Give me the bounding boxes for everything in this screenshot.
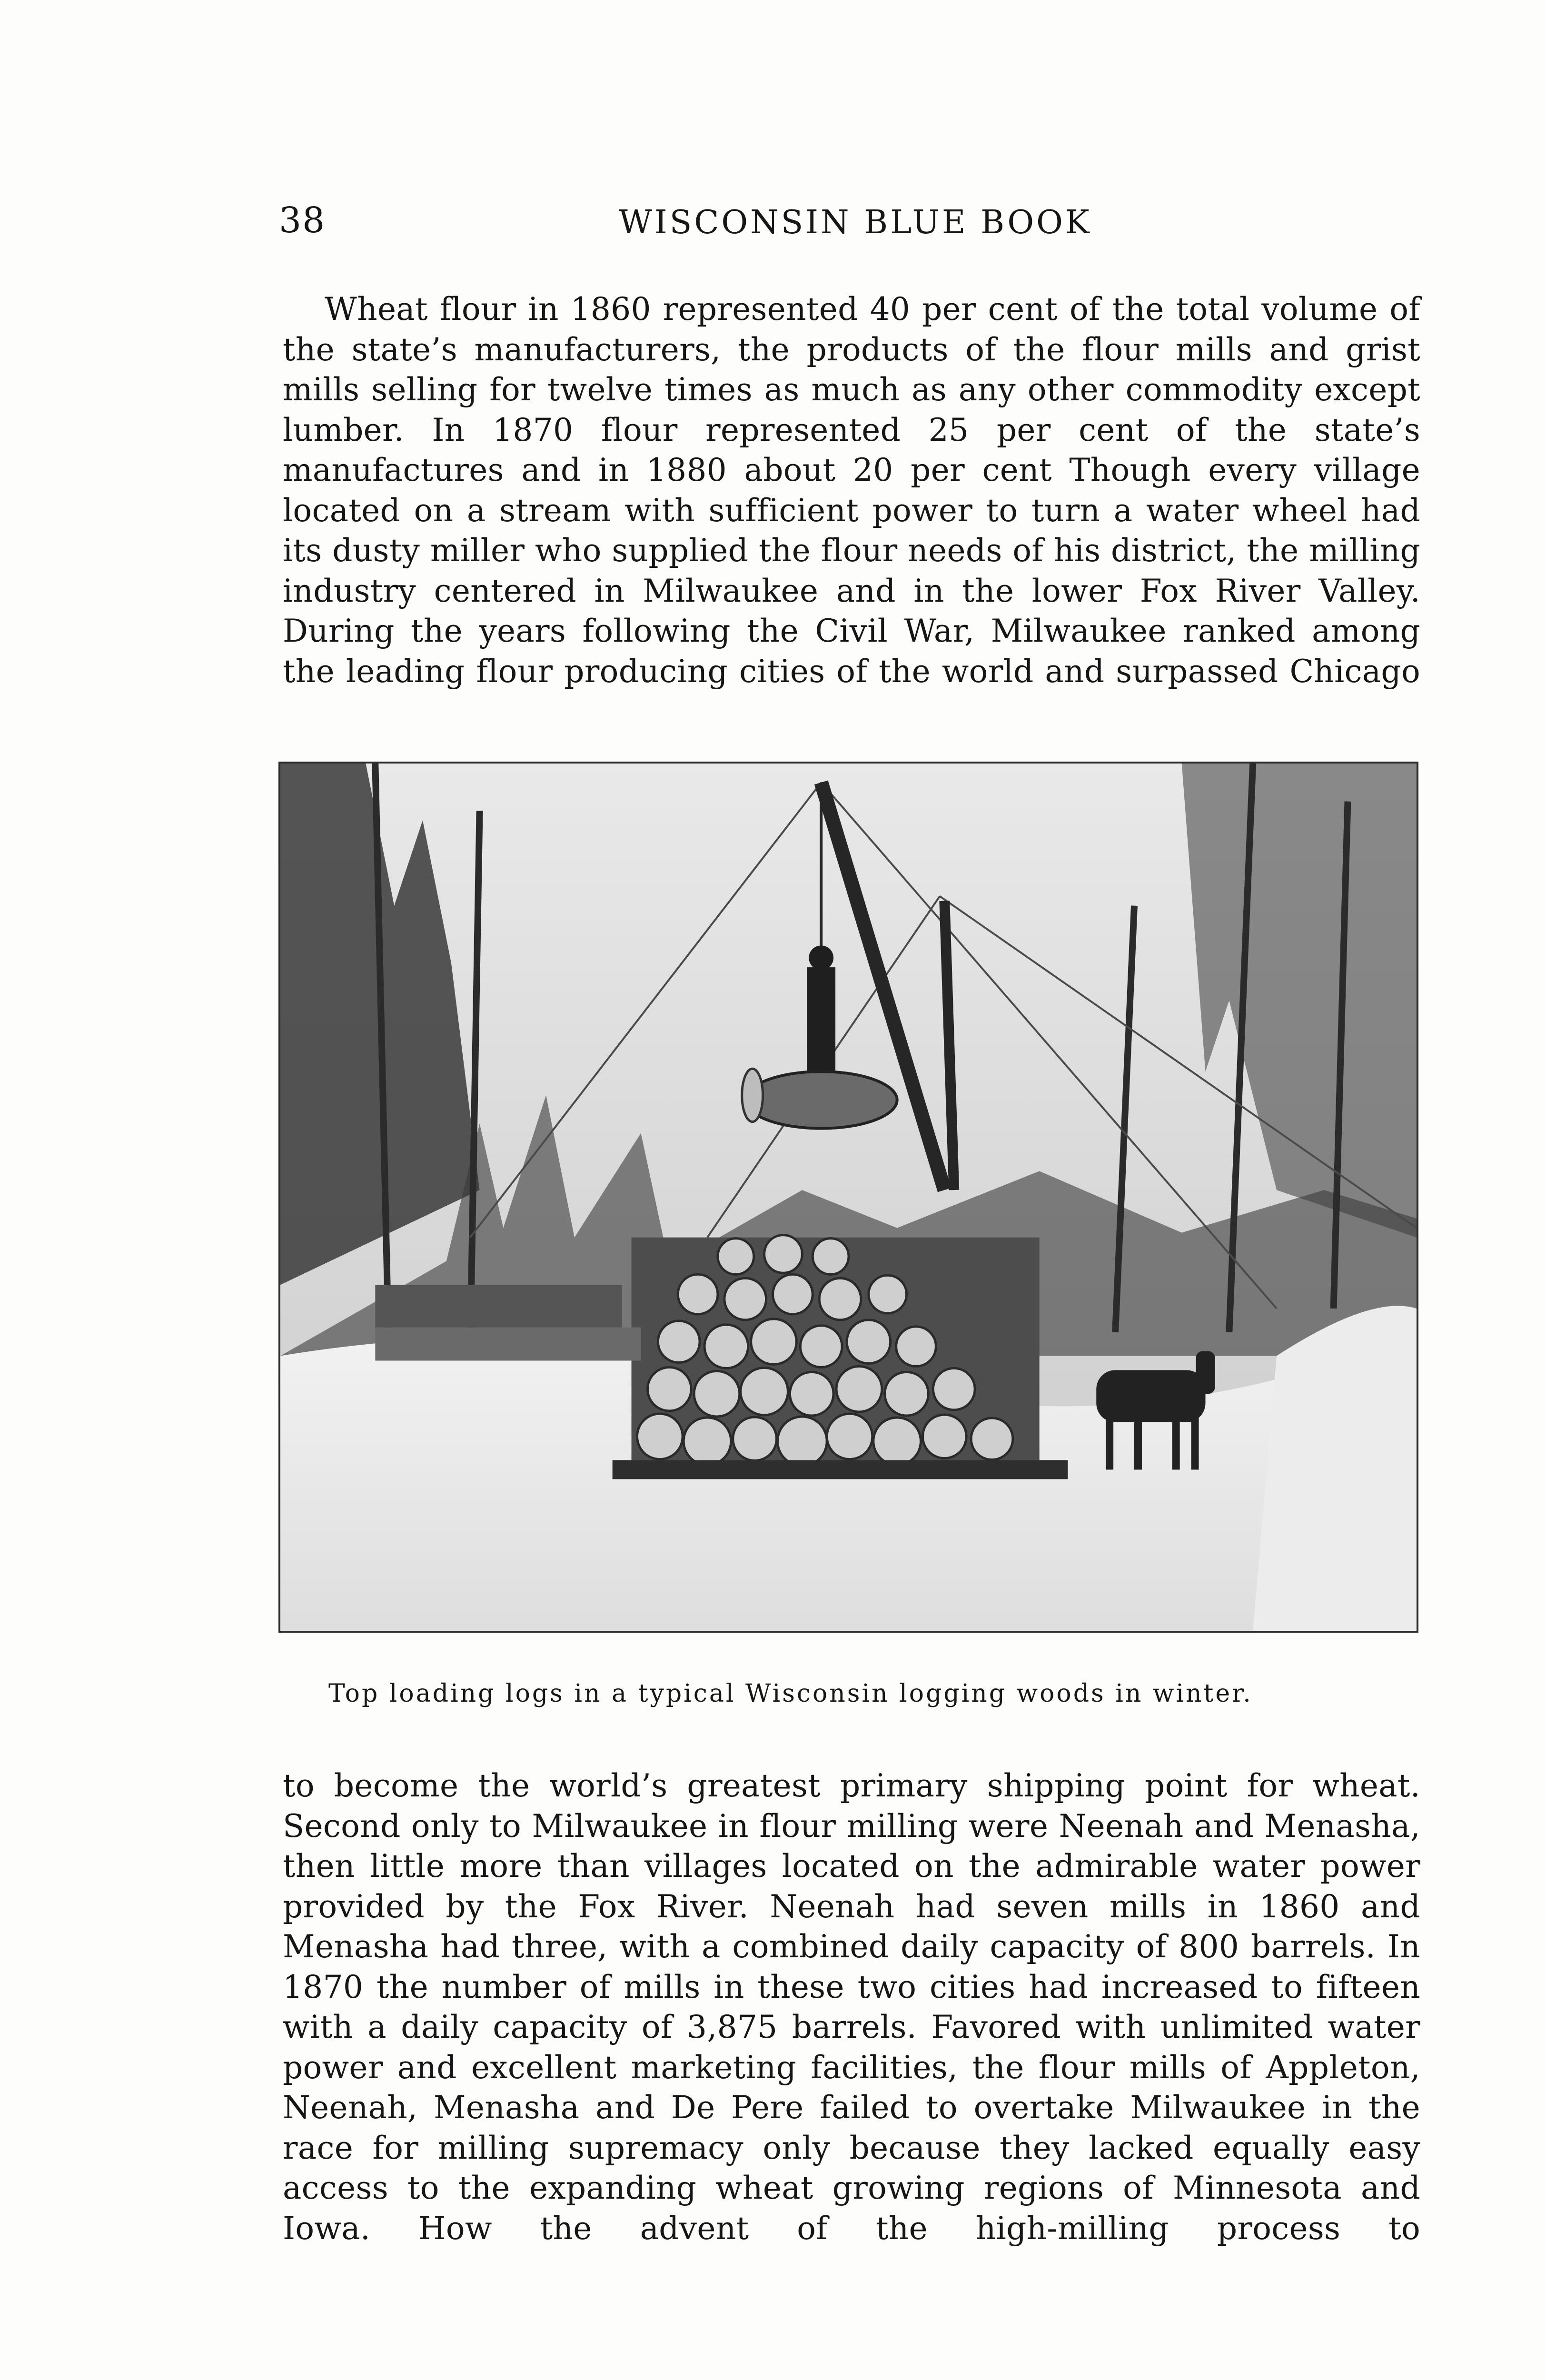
logging-photo-illustration [280,764,1417,1631]
body-paragraph-1: Wheat flour in 1860 represented 40 per cent of the total volume of the state’s manufacturers, the products of the flour mills and grist mills selling for twelve times as much as any other commodity except lumber. In 1870 flour represented 25 per cent of the state’s manufactures and in 1880 about 20 per cent Though every village located on a stream with sufficient power to turn a water wheel had its dusty miller who supplied the flour needs of his district, the milling industry centered in Milwaukee and in the lower Fox River Valley. During the years following the Civil War, Milwaukee ranked among the leading flour producing cities of the world and surpassed Chicago [283,291,1420,690]
body-paragraph-2: to become the world’s greatest primary shipping point for wheat. Second only to Milwaukee in flour milling were Neenah and Menasha, then little more than villages located on the admirable water power provided by the Fox River. Neenah had seven mills in 1860 and Menasha had three, with a combined daily capacity of 800 barrels. In 1870 the number of mills in these two cities had increased to fifteen with a daily capacity of 3,875 barrels. Favored with unlimited water power and excellent marketing facilities, the flour mills of Appleton, Neenah, Menasha and De Pere failed to overtake Milwaukee in the race for milling supremacy only because they lacked equally easy access to the expanding wheat growing regions of Minnesota and Iowa. How the advent of the high-milling process to [283,1767,1420,2247]
logging-photograph [278,762,1418,1633]
left-log-decks [375,1285,641,1360]
running-title: WISCONSIN BLUE BOOK [619,204,1092,241]
log-pile [613,1235,1068,1479]
page-number: 38 [279,200,326,241]
figure-caption: Top loading logs in a typical Wisconsin logging woods in winter. [328,1679,1253,1708]
